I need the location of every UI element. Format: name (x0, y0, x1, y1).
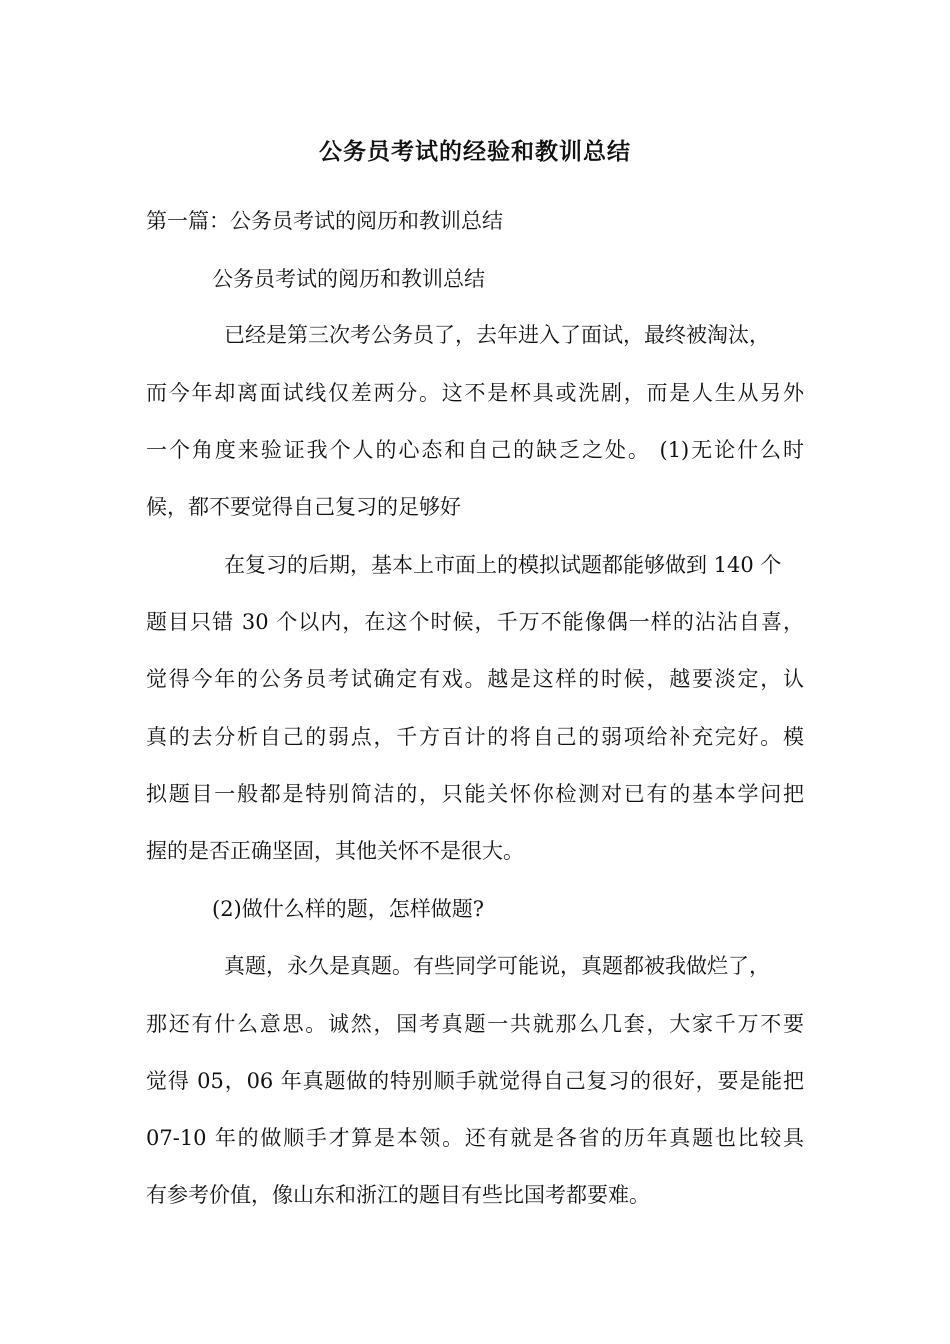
paragraph-line: 07-10 年的做顺手才算是本领。还有就是各省的历年真题也比较具 (146, 1126, 804, 1150)
paragraph-line: 候，都不要觉得自己复习的足够好 (146, 495, 461, 519)
paragraph-line: 觉得今年的公务员考试确定有戏。越是这样的时候，越要淡定，认 (146, 667, 804, 691)
paragraph-line: 拟题目一般都是特别简洁的，只能关怀你检测对已有的基本学问把 (146, 782, 804, 806)
chapter-heading: 第一篇：公务员考试的阅历和教训总结 (146, 209, 503, 233)
question-heading: (2)做什么样的题，怎样做题? (212, 897, 485, 921)
paragraph-line: 那还有什么意思。诚然，国考真题一共就那么几套，大家千万不要 (146, 1012, 804, 1036)
paragraph-line: 而今年却离面试线仅差两分。这不是杯具或洗剧，而是人生从另外 (146, 381, 804, 405)
paragraph-line: 在复习的后期，基本上市面上的模拟试题都能够做到 140 个 (224, 553, 782, 577)
document-title: 公务员考试的经验和教训总结 (319, 139, 631, 165)
paragraph-line: 已经是第三次考公务员了，去年进入了面试，最终被淘汰， (224, 323, 770, 347)
paragraph-line: 题目只错 30 个以内，在这个时候，千万不能像偶一样的沾沾自喜， (146, 610, 804, 634)
paragraph-line: 真题，永久是真题。有些同学可能说，真题都被我做烂了， (224, 954, 770, 978)
sub-heading: 公务员考试的阅历和教训总结 (212, 267, 485, 291)
paragraph-line: 觉得 05，06 年真题做的特别顺手就觉得自己复习的很好，要是能把 (146, 1069, 804, 1093)
paragraph-line: 握的是否正确坚固，其他关怀不是很大。 (146, 839, 524, 863)
paragraph-line: 有参考价值，像山东和浙江的题目有些比国考都要难。 (146, 1183, 650, 1207)
paragraph-line: 一个角度来验证我个人的心态和自己的缺乏之处。 (1)无论什么时 (146, 438, 804, 462)
paragraph-line: 真的去分析自己的弱点，千方百计的将自己的弱项给补充完好。模 (146, 725, 804, 749)
